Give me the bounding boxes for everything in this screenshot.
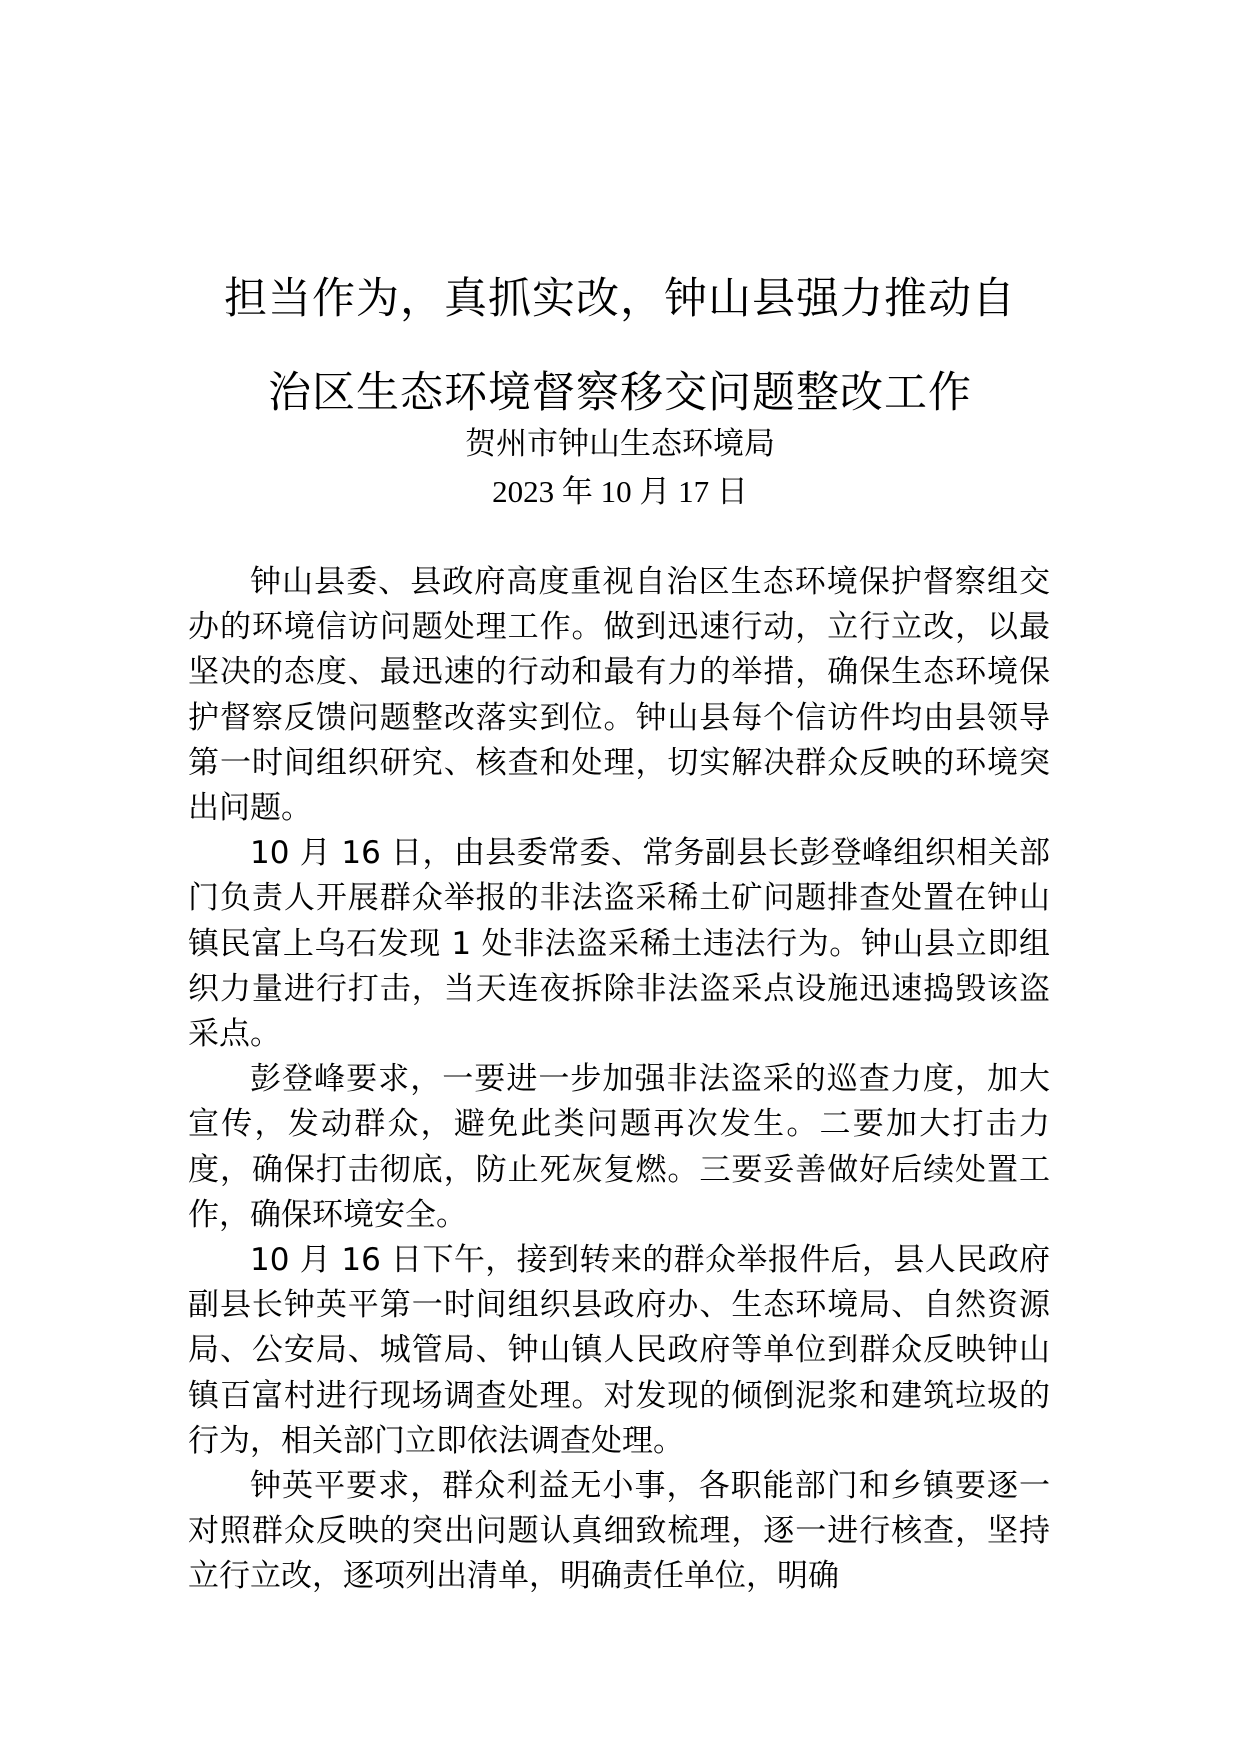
title-line-2: 治区生态环境督察移交问题整改工作 bbox=[268, 368, 972, 418]
paragraph-5: 钟英平要求，群众利益无小事，各职能部门和乡镇要逐一对照群众反映的突出问题认真细致梳理，逐一进行核查，坚持立行立改，逐项列出清单，明确责任单位，明确 bbox=[188, 1468, 1050, 1595]
document-title bbox=[160, 252, 1080, 440]
paragraph-3: 彭登峰要求，一要进一步加强非法盗采的巡查力度，加大宣传，发动群众，避免此类问题再次发生。二要加大打击力度，确保打击彻底，防止死灰复燃。三要妥善做好后续处置工作，确保环境安全。 bbox=[188, 1061, 1050, 1233]
paragraph-4: 10 月 16 日下午，接到转来的群众举报件后，县人民政府副县长钟英平第一时间组织县政府办、生态环境局、自然资源局、公安局、城管局、钟山镇人民政府等单位到群众反映钟山镇百富村进行现场调查处理。对发现的倾倒泥浆和建筑垃圾的行为，相关部门立即依法调查处理。 bbox=[188, 1242, 1050, 1459]
issuing-organization: 贺州市钟山生态环境局 bbox=[465, 426, 775, 462]
title-line-1: 担当作为，真抓实改，钟山县强力推动自 bbox=[224, 274, 1016, 324]
document-body bbox=[188, 560, 1050, 1600]
paragraph-2: 10 月 16 日，由县委常委、常务副县长彭登峰组织相关部门负责人开展群众举报的非法盗采稀土矿问题排查处置在钟山镇民富上乌石发现 1 处非法盗采稀土违法行为。钟山县立即组织力量进行打击，当天连夜拆除非法盗采点设施迅速捣毁该盗采点。 bbox=[188, 835, 1050, 1053]
publication-date: 2023 年 10 月 17 日 bbox=[492, 474, 748, 509]
paragraph-1: 钟山县委、县政府高度重视自治区生态环境保护督察组交办的环境信访问题处理工作。做到迅速行动，立行立改，以最坚决的态度、最迅速的行动和最有力的举措，确保生态环境保护督察反馈问题整改落实到位。钟山县每个信访件均由县领导第一时间组织研究、核查和处理，切实解决群众反映的环境突出问题。 bbox=[188, 564, 1050, 827]
